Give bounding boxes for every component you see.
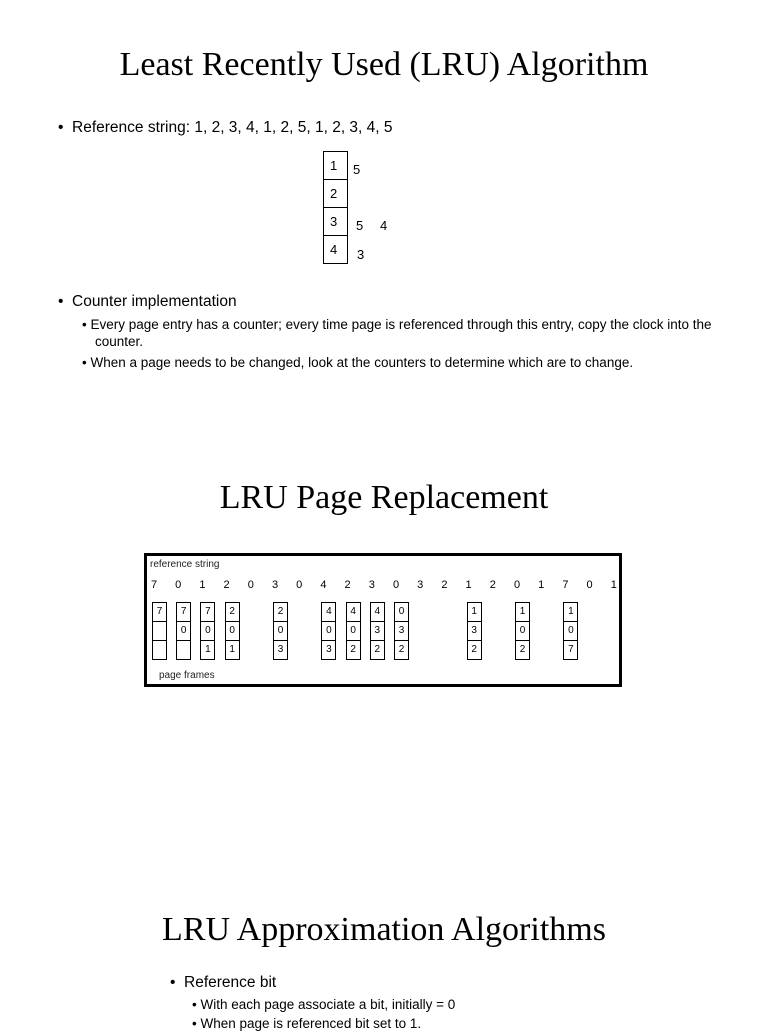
sub-bullet-dot: • — [82, 355, 91, 370]
reference-value: 1 — [199, 579, 206, 591]
page-frame-cell: 2 — [515, 640, 530, 660]
reference-bit-point-2-text: When page is referenced bit set to 1. — [200, 1016, 422, 1031]
page-frame-cell: 7 — [176, 602, 191, 622]
reference-value: 1 — [465, 579, 472, 591]
reference-value: 7 — [562, 579, 569, 591]
reference-value: 7 — [150, 579, 158, 591]
frame-annotation-row3a: 5 — [356, 218, 364, 233]
reference-value: 0 — [175, 579, 182, 591]
page-frame-cell: 4 — [346, 602, 361, 622]
page-frame-cell: 1 — [563, 602, 578, 622]
page-frame-cell: 0 — [515, 621, 530, 641]
reference-value: 4 — [320, 579, 327, 591]
reference-value: 0 — [296, 579, 303, 591]
page-frame-column — [152, 603, 167, 660]
reference-bit-heading: Reference bit — [184, 974, 277, 991]
frame-annotation-row3b: 4 — [380, 218, 388, 233]
page-frame-cell: 2 — [394, 640, 409, 660]
frame-cell-3: 3 — [323, 207, 348, 236]
page-frame-column — [176, 603, 191, 660]
page-frame-cell: 0 — [176, 621, 191, 641]
reference-value: 1 — [538, 579, 545, 591]
page-frame-cell: 0 — [200, 621, 215, 641]
page-frame-column — [515, 603, 530, 660]
page-frame-cell: 7 — [200, 602, 215, 622]
page-frame-cell: 0 — [321, 621, 336, 641]
page-frame-column — [273, 603, 288, 660]
page-frame-cell: 2 — [225, 602, 240, 622]
reference-string-bullet — [58, 118, 393, 138]
reference-bit-point-1 — [192, 996, 455, 1013]
page-frame-column — [321, 603, 336, 660]
page-frames-label: page frames — [159, 670, 215, 681]
page-frame-column — [225, 603, 240, 660]
reference-value: 3 — [271, 579, 279, 591]
page-frame-cell: 2 — [273, 602, 288, 622]
page-frame-cell: 2 — [346, 640, 361, 660]
slide3-title: LRU Approximation Algorithms — [162, 911, 606, 948]
page-frame-cell: 3 — [321, 640, 336, 660]
slide1-title: Least Recently Used (LRU) Algorithm — [119, 46, 649, 83]
reference-value: 2 — [344, 579, 351, 591]
page-frame-cell: 7 — [152, 602, 167, 622]
page-frame-cell: 1 — [225, 640, 240, 660]
reference-value: 0 — [513, 579, 521, 591]
page-frame-cell: 3 — [467, 621, 482, 641]
slide2-title: LRU Page Replacement — [219, 479, 549, 516]
counter-heading: Counter implementation — [72, 293, 237, 310]
reference-value: 0 — [586, 579, 593, 591]
reference-value: 3 — [368, 579, 375, 591]
page-frame-cell: 0 — [273, 621, 288, 641]
page-frame-cell: 3 — [273, 640, 288, 660]
frame-cell-2: 2 — [323, 179, 348, 208]
sub-bullet-dot: • — [192, 1016, 201, 1031]
reference-string-text: Reference string: 1, 2, 3, 4, 1, 2, 5, 1, 2, 3, 4, 5 — [72, 119, 393, 136]
reference-value: 1 — [610, 579, 617, 591]
page-frame-cell: 3 — [370, 621, 385, 641]
sub-bullet-dot: • — [82, 317, 91, 332]
page-frame-cell: 4 — [321, 602, 336, 622]
reference-value: 2 — [223, 579, 230, 591]
reference-value: 2 — [489, 579, 496, 591]
sub-bullet-dot: • — [192, 997, 201, 1012]
page-frame-cell: 0 — [563, 621, 578, 641]
page-frame-column — [370, 603, 385, 660]
reference-string-label: reference string — [150, 559, 220, 570]
bullet-dot: • — [58, 293, 64, 310]
page-frame-column — [346, 603, 361, 660]
frame-cell-1: 1 — [323, 151, 348, 180]
counter-point-1 — [82, 316, 715, 350]
counter-bullet — [58, 292, 237, 312]
page-frame-cell: 3 — [394, 621, 409, 641]
page-frame-cell: 4 — [370, 602, 385, 622]
page-frame-cell: 0 — [394, 602, 409, 622]
page-frame-cell: 7 — [563, 640, 578, 660]
bullet-dot: • — [58, 119, 64, 136]
reference-bit-bullet — [170, 973, 276, 993]
reference-value: 2 — [441, 579, 448, 591]
page-frame-cell: 0 — [225, 621, 240, 641]
page-frame-cell: 0 — [346, 621, 361, 641]
lru-page-replacement-figure — [144, 553, 622, 687]
page-frame-column — [200, 603, 215, 660]
bullet-dot: • — [170, 974, 176, 991]
page-frame-cell — [176, 640, 191, 660]
page-frame-cell: 1 — [515, 602, 530, 622]
frame-cell-4: 4 — [323, 235, 348, 264]
reference-value: 0 — [247, 579, 254, 591]
page-frame-cell: 1 — [467, 602, 482, 622]
lru-frame-stack — [323, 152, 348, 264]
frame-annotation-row1: 5 — [353, 162, 361, 177]
frame-annotation-row4: 3 — [357, 247, 365, 262]
page-frame-column — [563, 603, 578, 660]
page-frame-cell: 2 — [370, 640, 385, 660]
reference-value: 3 — [417, 579, 424, 591]
counter-point-2 — [82, 354, 735, 371]
page-frame-column — [467, 603, 482, 660]
page-frame-cell: 1 — [200, 640, 215, 660]
reference-bit-point-1-text: With each page associate a bit, initially = 0 — [200, 997, 456, 1012]
page-frame-column — [394, 603, 409, 660]
page-frame-cell — [152, 640, 167, 660]
page-frame-cell — [152, 621, 167, 641]
reference-value: 0 — [392, 579, 400, 591]
counter-point-2-text: When a page needs to be changed, look at the counters to determine which are to change. — [90, 355, 634, 370]
page-frame-cell: 2 — [467, 640, 482, 660]
counter-point-1-text: Every page entry has a counter; every time page is referenced through this entry, copy the clock into the counter. — [90, 317, 712, 349]
